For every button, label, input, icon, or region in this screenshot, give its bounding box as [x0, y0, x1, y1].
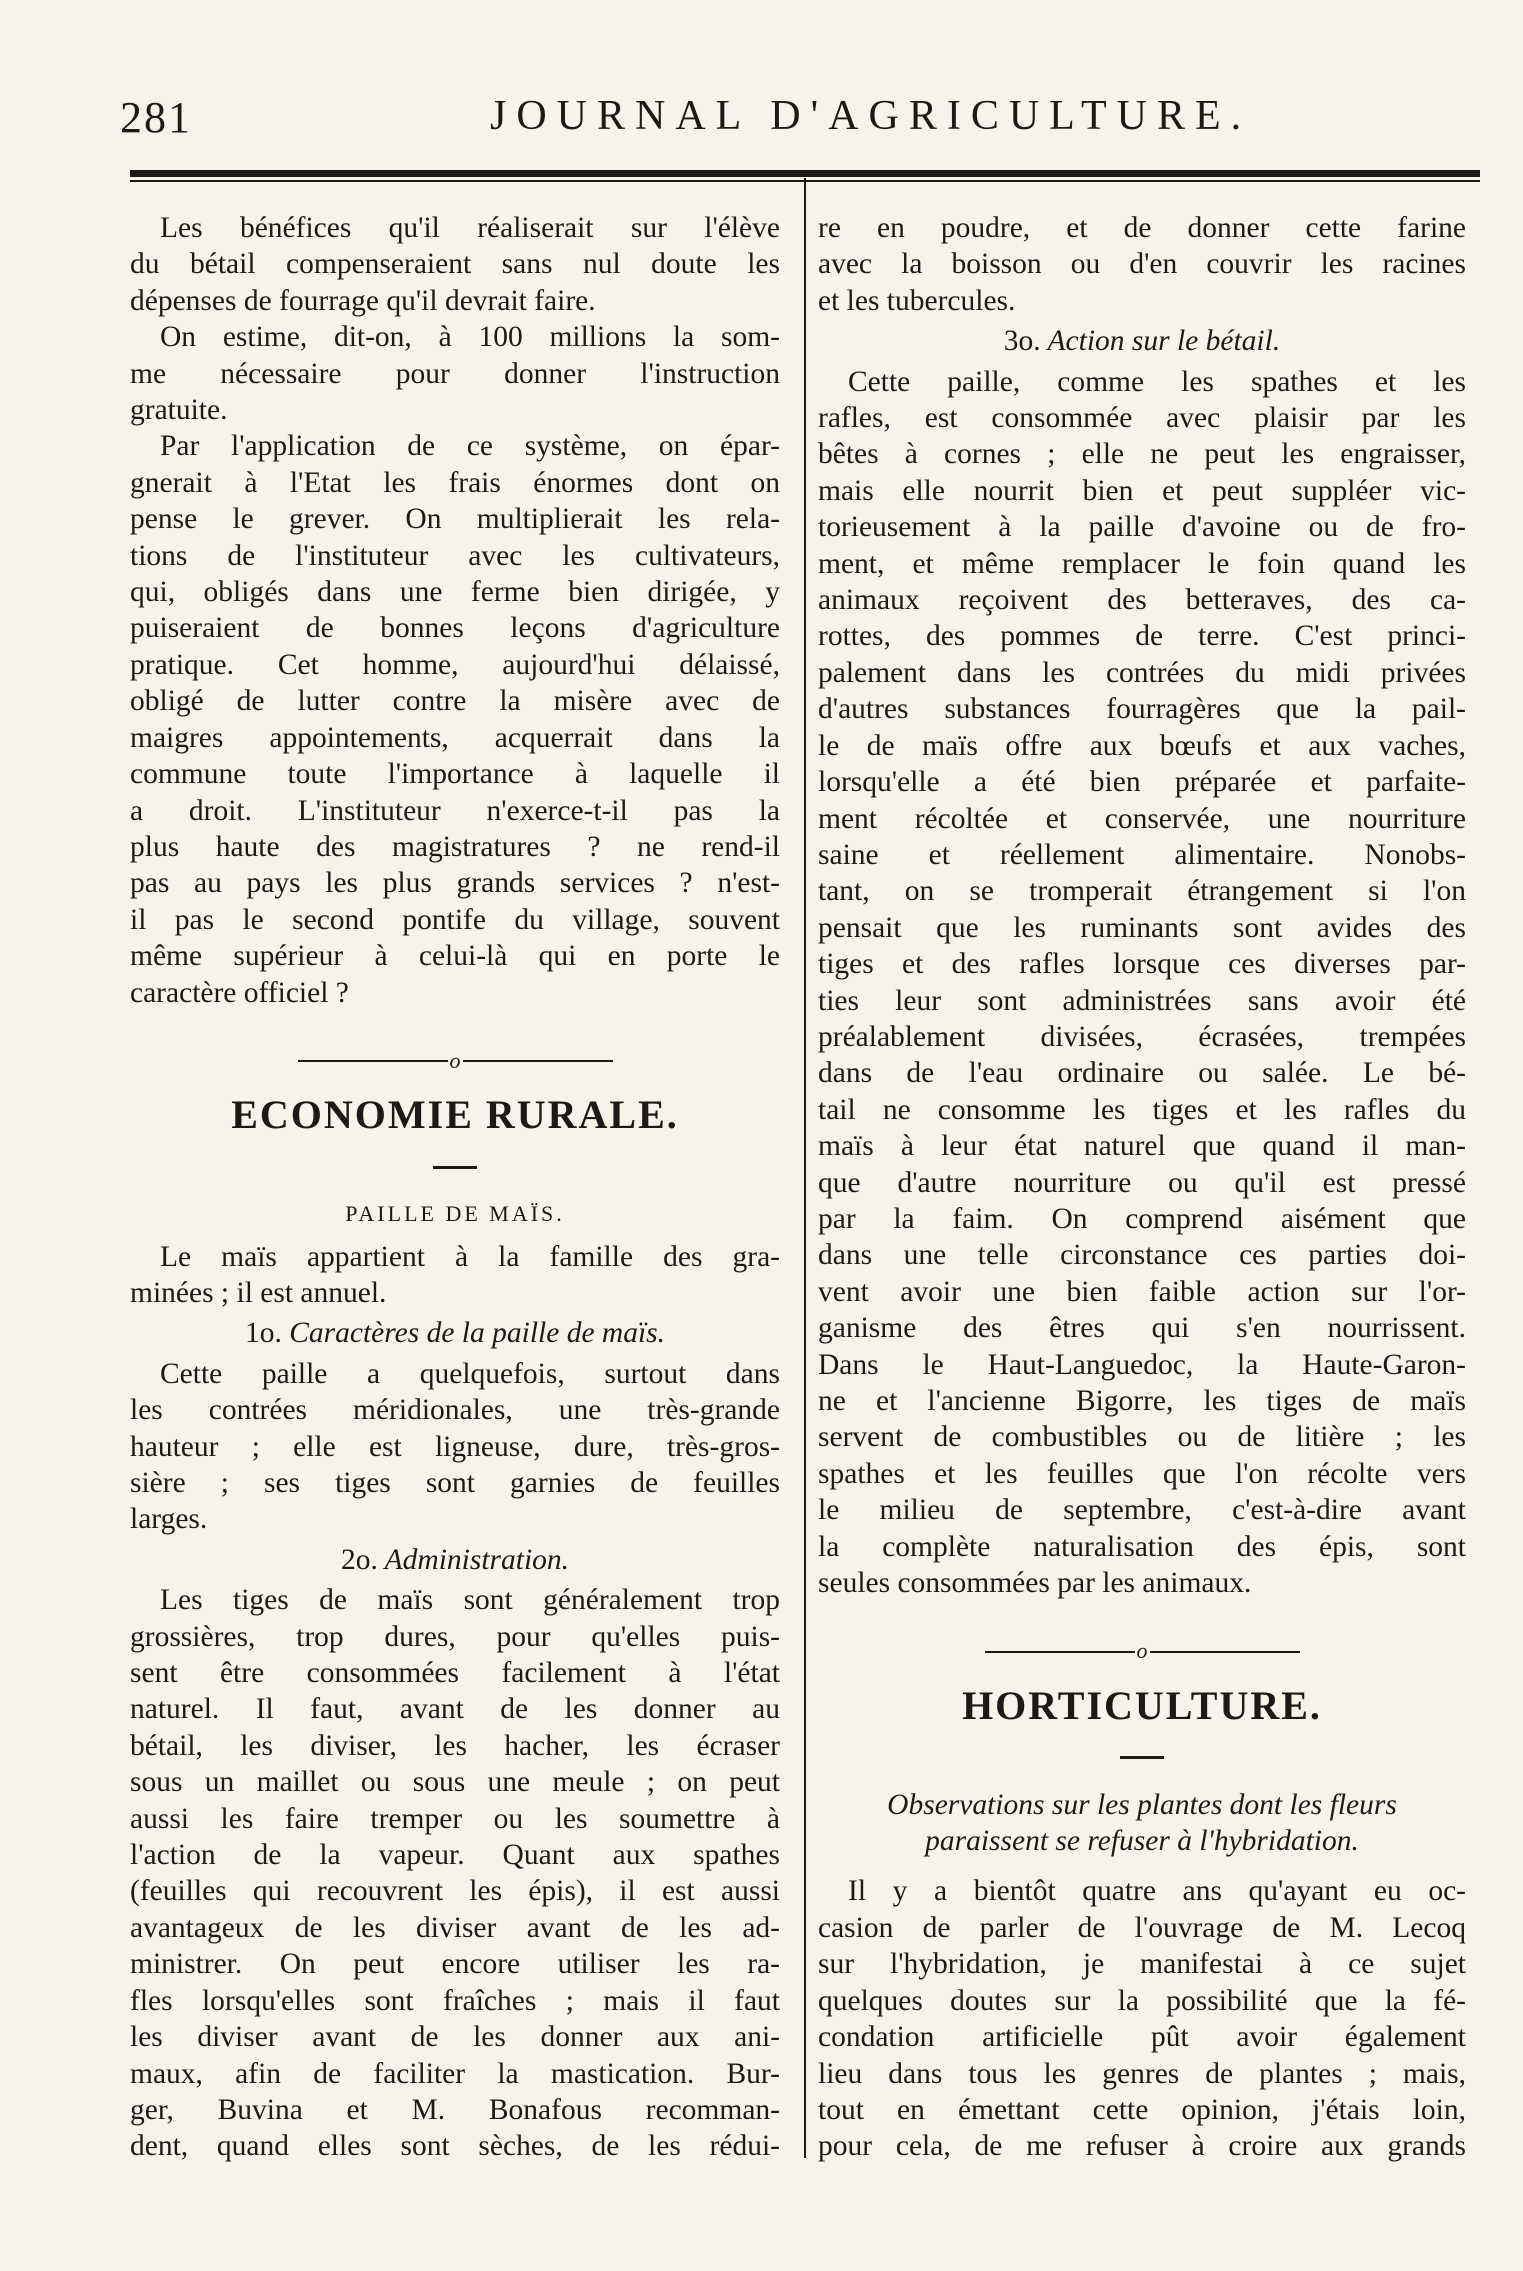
text-line: commune toute l'importance à laquelle il — [130, 758, 780, 791]
text-line: ment récoltée et conservée, une nourriture — [818, 802, 1466, 835]
short-rule — [818, 1732, 1466, 1768]
text-line: ger, Buvina et M. Bonafous recomman- — [130, 2093, 780, 2126]
text-line: pas au pays les plus grands services ? n'est- — [130, 867, 780, 900]
text-line: caractère officiel ? — [130, 976, 349, 1009]
text-line: avec la boisson ou d'en couvrir les racines — [818, 248, 1466, 281]
text-line: plus haute des magistratures ? ne rend-il — [130, 830, 780, 863]
text-line: et les tubercules. — [818, 284, 1016, 317]
text-line: sière ; ses tiges sont garnies de feuilles — [130, 1467, 780, 1499]
text-line: sent être consommées facilement à l'état — [130, 1657, 780, 1690]
header-rule-thick — [130, 170, 1480, 177]
text-line: tout en émettant cette opinion, j'étais loin, — [818, 2093, 1466, 2126]
text-line: seules consommées par les animaux. — [818, 1567, 1252, 1600]
text-line: hauteur ; elle est ligneuse, dure, très-gros- — [130, 1430, 780, 1463]
text-line: maïs à leur état naturel que quand il man- — [818, 1130, 1466, 1163]
paragraph — [130, 428, 780, 1011]
subheading: 3o. Action sur le bétail. — [1003, 325, 1281, 358]
text-line: spathes et les feuilles que l'on récolte vers — [818, 1457, 1466, 1490]
left-column — [130, 210, 780, 2165]
text-line: tail ne consomme les tiges et les rafles du — [818, 1093, 1466, 1126]
text-line: tions de l'instituteur avec les cultivateurs, — [130, 539, 780, 572]
text-line: quelques doutes sur la possibilité que la fé- — [818, 1984, 1466, 2017]
text-line: (feuilles qui recouvrent les épis), il est aussi — [130, 1875, 780, 1908]
text-line: naturel. Il faut, avant de les donner au — [130, 1693, 780, 1726]
subsection-title: PAILLE DE MAÏS. — [345, 1201, 565, 1227]
column-divider — [804, 178, 806, 2158]
text-line: maux, afin de faciliter la mastication. Bur- — [130, 2057, 780, 2090]
text-line: ganisme des êtres qui s'en nourrissent. — [818, 1312, 1466, 1345]
text-line: fles lorsqu'elles sont fraîches ; mais il faut — [130, 1984, 780, 2017]
text-line: aussi les faire tremper ou les soumettre à — [130, 1802, 780, 1835]
text-line: sous un maillet ou sous une meule ; on peut — [130, 1766, 780, 1799]
text-line: avantageux de les diviser avant de les ad- — [130, 1911, 780, 1944]
text-line: ties leur sont administrées sans avoir été — [818, 984, 1466, 1017]
text-line: ment, et même remplacer le foin quand les — [818, 547, 1466, 580]
text-line: re en poudre, et de donner cette farine — [818, 212, 1466, 244]
text-line: dans de l'eau ordinaire ou salée. Le bé- — [818, 1057, 1466, 1090]
text-line: les contrées méridionales, une très-grande — [130, 1394, 780, 1427]
paragraph — [130, 1356, 780, 1538]
text-line: Les tiges de maïs sont généralement trop — [160, 1584, 780, 1617]
text-line: larges. — [130, 1503, 208, 1536]
text-line: Il y a bientôt quatre ans qu'ayant eu oc- — [848, 1875, 1466, 1908]
text-line: mais elle nourrit bien et peut suppléer vic- — [818, 474, 1466, 507]
text-line: gnerait à l'Etat les frais énormes dont on — [130, 466, 780, 499]
text-line: tant, on se tromperait étrangement si l'on — [818, 875, 1466, 908]
text-line: rafles, est consommée avec plaisir par les — [818, 402, 1466, 435]
text-line: le milieu de septembre, c'est-à-dire avant — [818, 1494, 1466, 1527]
text-line: casion de parler de l'ouvrage de M. Lecoq — [818, 1911, 1466, 1944]
text-line: lieu dans tous les genres de plantes ; mais, — [818, 2057, 1466, 2090]
section-separator: o — [818, 1631, 1466, 1669]
subheading: 2o. Administration. — [340, 1543, 570, 1576]
text-line: servent de combustibles ou de litière ; les — [818, 1421, 1466, 1454]
text-line: dépenses de fourrage qu'il devrait faire. — [130, 284, 596, 317]
paragraph — [818, 1873, 1466, 2164]
text-line: minées ; il est annuel. — [130, 1276, 387, 1309]
text-line: il pas le second pontife du village, souvent — [130, 903, 780, 936]
paragraph — [130, 1582, 780, 2165]
text-line: grossières, trop dures, pour qu'elles puis- — [130, 1620, 780, 1653]
text-line: saine et réellement alimentaire. Nonobs- — [818, 838, 1466, 871]
text-line: Par l'application de ce système, on épar- — [160, 430, 780, 463]
text-line: animaux reçoivent des betteraves, des ca- — [818, 584, 1466, 617]
text-line: Dans le Haut-Languedoc, la Haute-Garon- — [818, 1348, 1466, 1381]
text-line: pensait que les ruminants sont avides des — [818, 911, 1466, 944]
text-line: Le maïs appartient à la famille des gra- — [160, 1240, 780, 1273]
paragraph — [130, 210, 780, 319]
text-line: du bétail compenseraient sans nul doute les — [130, 248, 780, 281]
text-line: torieusement à la paille d'avoine ou de fro- — [818, 511, 1466, 544]
paragraph — [818, 364, 1466, 1602]
text-line: palement dans les contrées du midi privées — [818, 656, 1466, 689]
text-line: bétail, les diviser, les hacher, les écraser — [130, 1729, 780, 1762]
page-number: 281 — [120, 93, 192, 142]
paragraph — [130, 319, 780, 428]
text-line: les diviser avant de les donner aux ani- — [130, 2021, 780, 2054]
short-rule — [130, 1142, 780, 1178]
text-line: même supérieur à celui-là qui en porte le — [130, 940, 780, 973]
running-head: JOURNAL D'AGRICULTURE. — [490, 93, 1252, 139]
section-separator: o — [130, 1041, 780, 1079]
subheading: 1o. Caractères de la paille de maïs. — [244, 1317, 666, 1350]
text-line: vent avoir une bien faible action sur l'or- — [818, 1275, 1466, 1308]
text-line: par la faim. On comprend aisément que — [818, 1202, 1466, 1235]
text-line: me nécessaire pour donner l'instruction — [130, 357, 780, 390]
text-line: Les bénéfices qu'il réaliserait sur l'élève — [160, 212, 780, 244]
article-title: Observations sur les plantes dont les fleurs — [887, 1788, 1397, 1821]
right-column — [818, 210, 1466, 2165]
paragraph — [818, 210, 1466, 319]
text-line: ne et l'ancienne Bigorre, les tiges de maïs — [818, 1385, 1466, 1417]
text-line: pense le grever. On multiplierait les rela- — [130, 503, 780, 536]
text-line: dent, quand elles sont sèches, de les rédui- — [130, 2130, 780, 2163]
text-line: préalablement divisées, écrasées, trempées — [818, 1020, 1466, 1053]
text-line: pour cela, de me refuser à croire aux grands — [818, 2130, 1466, 2163]
text-line: pratique. Cet homme, aujourd'hui délaissé, — [130, 648, 780, 681]
text-line: lorsqu'elle a été bien préparée et parfaite- — [818, 766, 1466, 799]
text-line: ministrer. On peut encore utiliser les ra- — [130, 1948, 780, 1981]
text-line: puiseraient de bonnes leçons d'agriculture — [130, 612, 780, 645]
text-line: gratuite. — [130, 394, 228, 427]
text-line: condation artificielle pût avoir également — [818, 2021, 1466, 2054]
text-line: sur l'hybridation, je manifestai à ce sujet — [818, 1948, 1466, 1981]
text-line: maigres appointements, acquerrait dans la — [130, 721, 780, 754]
text-line: que d'autre nourriture ou qu'il est pressé — [818, 1166, 1466, 1199]
text-line: a droit. L'instituteur n'exerce-t-il pas la — [130, 794, 780, 827]
text-line: le de maïs offre aux bœufs et aux vaches, — [818, 729, 1466, 762]
text-line: rottes, des pommes de terre. C'est princi- — [818, 620, 1466, 653]
text-line: Cette paille a quelquefois, surtout dans — [160, 1357, 780, 1390]
article-title: paraissent se refuser à l'hybridation. — [925, 1825, 1359, 1858]
page-header — [120, 84, 1480, 154]
section-title: HORTICULTURE. — [962, 1682, 1322, 1728]
paragraph — [130, 1239, 780, 1312]
text-line: qui, obligés dans une ferme bien dirigée, y — [130, 576, 780, 609]
text-line: bêtes à cornes ; elle ne peut les engraisser, — [818, 438, 1466, 471]
text-line: la complète naturalisation des épis, sont — [818, 1530, 1466, 1563]
text-line: Cette paille, comme les spathes et les — [848, 365, 1466, 398]
text-line: obligé de lutter contre la misère avec de — [130, 685, 780, 718]
text-line: tiges et des rafles lorsque ces diverses par- — [818, 948, 1466, 981]
text-line: d'autres substances fourragères que la pail- — [818, 693, 1466, 726]
text-line: On estime, dit-on, à 100 millions la som- — [160, 321, 780, 354]
text-line: dans une telle circonstance ces parties doi- — [818, 1239, 1466, 1272]
text-line: l'action de la vapeur. Quant aux spathes — [130, 1839, 780, 1872]
section-title: ECONOMIE RURALE. — [231, 1092, 679, 1138]
